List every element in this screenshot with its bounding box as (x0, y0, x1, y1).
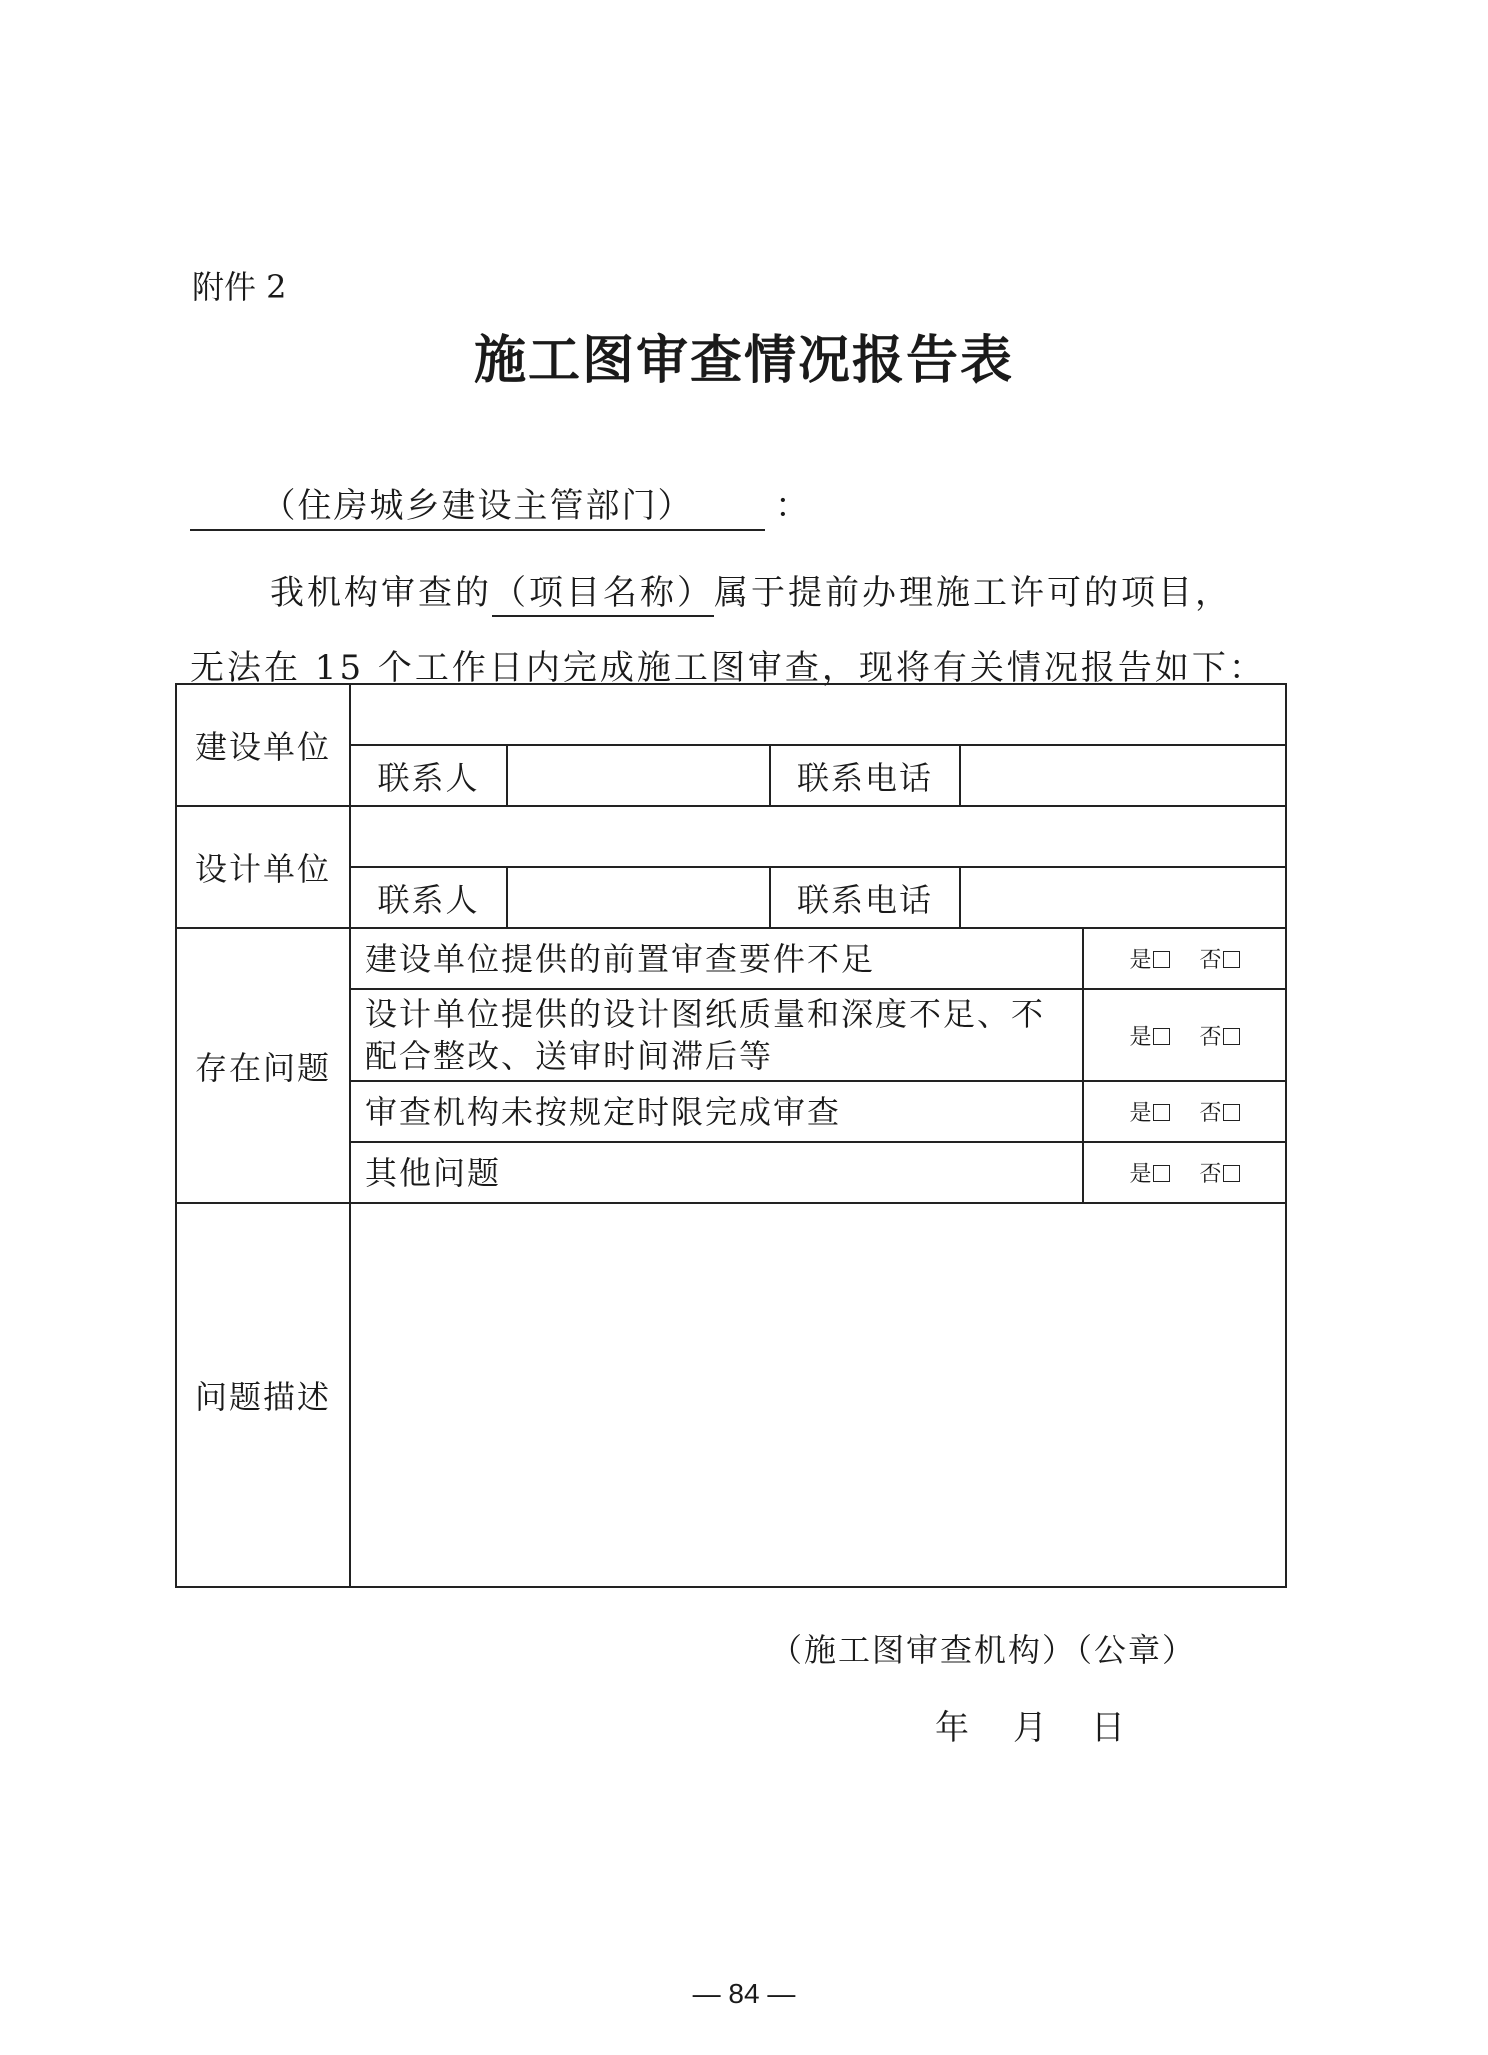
day-label: 日 (1091, 1708, 1125, 1748)
construction-phone-label: 联系电话 (770, 745, 960, 806)
yes-checkbox[interactable] (1153, 1165, 1170, 1182)
page-number: — 84 — (692, 1978, 796, 2009)
no-checkbox[interactable] (1223, 1165, 1240, 1182)
month-label: 月 (1013, 1708, 1047, 1748)
addressee-field[interactable]: （住房城乡建设主管部门） (190, 478, 765, 531)
construction-contact-label: 联系人 (350, 745, 507, 806)
no-checkbox[interactable] (1223, 1028, 1240, 1045)
design-phone-label: 联系电话 (770, 867, 960, 928)
construction-contact-field[interactable] (507, 745, 770, 806)
project-name-field[interactable]: （项目名称） (492, 573, 714, 617)
no-label: 否 (1199, 1101, 1222, 1126)
yes-checkbox[interactable] (1153, 951, 1170, 968)
no-label: 否 (1199, 948, 1222, 973)
yes-label: 是 (1129, 1101, 1152, 1126)
issue-item-3: 审查机构未按规定时限完成审查 (350, 1081, 1083, 1142)
intro-paragraph-line1 (190, 565, 1290, 614)
yes-label: 是 (1129, 1024, 1152, 1050)
org-seal-line: （施工图审查机构）（公章） (770, 1631, 1197, 1669)
yes-label: 是 (1129, 1162, 1152, 1187)
design-phone-field[interactable] (960, 867, 1286, 928)
issue-4-choice (1083, 1142, 1286, 1203)
issue-item-1: 建设单位提供的前置审查要件不足 (350, 928, 1083, 989)
yes-checkbox[interactable] (1153, 1104, 1170, 1121)
issue-item-2: 设计单位提供的设计图纸质量和深度不足、不配合整改、送审时间滞后等 (350, 989, 1083, 1081)
no-checkbox[interactable] (1223, 1104, 1240, 1121)
yes-label: 是 (1129, 948, 1152, 973)
addressee-colon: ： (775, 486, 809, 526)
attachment-label: 附件 2 (192, 268, 287, 306)
design-contact-field[interactable] (507, 867, 770, 928)
construction-unit-label: 建设单位 (176, 684, 350, 806)
issue-3-choice (1083, 1081, 1286, 1142)
issues-label: 存在问题 (176, 928, 350, 1203)
issue-2-choice (1083, 989, 1286, 1081)
issue-1-choice (1083, 928, 1286, 989)
construction-unit-name-field[interactable] (350, 684, 1286, 745)
page-title: 施工图审查情况报告表 (473, 330, 1014, 391)
description-field[interactable] (350, 1203, 1286, 1587)
design-unit-label: 设计单位 (176, 806, 350, 928)
report-table (175, 683, 1287, 1588)
no-checkbox[interactable] (1223, 951, 1240, 968)
no-label: 否 (1199, 1024, 1222, 1050)
date-line (935, 1700, 1169, 1749)
design-contact-label: 联系人 (350, 867, 507, 928)
yes-checkbox[interactable] (1153, 1028, 1170, 1045)
year-label: 年 (935, 1708, 969, 1748)
intro-paragraph-line2: 无法在 15 个工作日内完成施工图审查，现将有关情况报告如下： (190, 648, 1266, 688)
no-label: 否 (1199, 1162, 1222, 1187)
construction-phone-field[interactable] (960, 745, 1286, 806)
intro-suffix: 属于提前办理施工许可的项目， (714, 573, 1232, 613)
addressee-line (190, 478, 809, 531)
issue-item-4: 其他问题 (350, 1142, 1083, 1203)
design-unit-name-field[interactable] (350, 806, 1286, 867)
description-label: 问题描述 (176, 1203, 350, 1587)
intro-prefix: 我机构审查的 (270, 573, 492, 613)
